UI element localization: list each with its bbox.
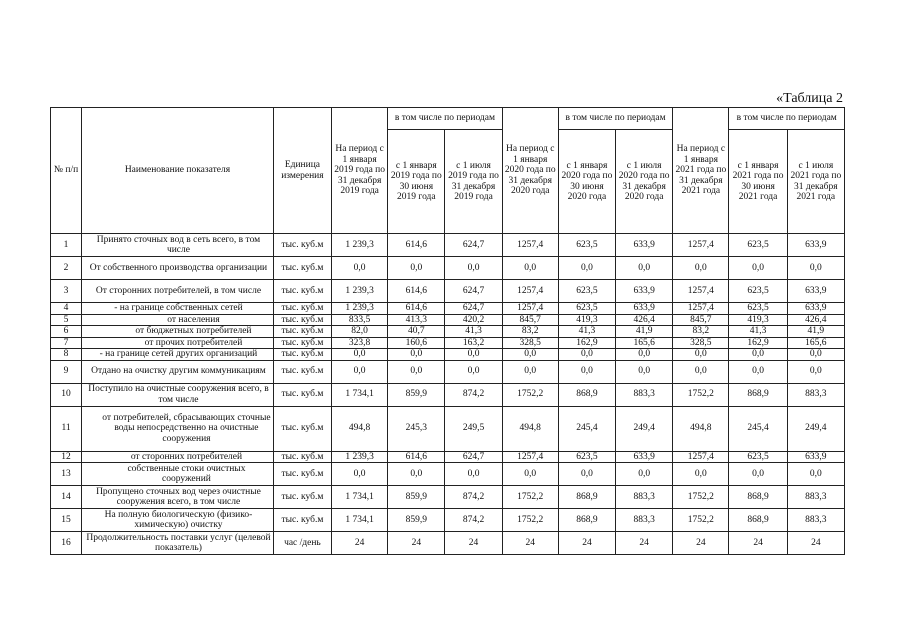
row-value: 24 [787,532,844,555]
header-incl-2020: в том числе по периодам [558,108,672,130]
row-indicator-name: От собственного производства организации [82,257,274,280]
row-value: 0,0 [558,257,615,280]
row-value: 1257,4 [502,451,558,463]
row-value: 0,0 [388,463,445,486]
table-row [51,406,845,451]
row-value: 0,0 [616,349,673,361]
row-value: 868,9 [558,509,615,532]
row-value: 859,9 [388,383,445,406]
row-indicator-name: От сторонних потребителей, в том числе [82,280,274,303]
row-number: 5 [51,314,82,326]
row-value: 0,0 [787,360,844,383]
row-value: 41,9 [616,326,673,338]
row-value: 0,0 [502,360,558,383]
row-number: 13 [51,463,82,486]
table-row [51,337,845,349]
row-value: 1 239,3 [332,303,388,315]
row-unit: тыс. куб.м [273,360,331,383]
row-value: 0,0 [616,360,673,383]
row-value: 883,3 [616,383,673,406]
table-row [51,486,845,509]
row-value: 633,9 [616,451,673,463]
row-number: 16 [51,532,82,555]
row-value: 874,2 [445,383,502,406]
row-value: 0,0 [729,257,787,280]
row-value: 165,6 [616,337,673,349]
row-value: 1 734,1 [332,383,388,406]
row-value: 1257,4 [673,303,729,315]
row-value: 633,9 [616,280,673,303]
row-value: 1 734,1 [332,509,388,532]
row-number: 10 [51,383,82,406]
row-unit: тыс. куб.м [273,326,331,338]
row-value: 0,0 [787,349,844,361]
row-value: 868,9 [558,486,615,509]
row-value: 623,5 [558,280,615,303]
header-h2-2020: с 1 июля 2020 года по 31 декабря 2020 года [616,130,673,234]
row-number: 7 [51,337,82,349]
row-value: 614,6 [388,451,445,463]
row-unit: тыс. куб.м [273,257,331,280]
row-unit: тыс. куб.м [273,303,331,315]
row-value: 1257,4 [673,234,729,257]
row-value: 0,0 [502,463,558,486]
row-number: 4 [51,303,82,315]
row-value: 328,5 [502,337,558,349]
table-row [51,532,845,555]
row-value: 0,0 [787,257,844,280]
row-value: 41,3 [445,326,502,338]
row-value: 1752,2 [502,486,558,509]
header-period-2019: На период с 1 января 2019 года по 31 декабря 2019 года [332,108,388,234]
row-value: 874,2 [445,486,502,509]
row-value: 868,9 [729,509,787,532]
row-number: 11 [51,406,82,451]
row-unit: тыс. куб.м [273,383,331,406]
row-value: 1257,4 [673,451,729,463]
header-incl-2019: в том числе по периодам [388,108,502,130]
row-value: 24 [673,532,729,555]
table-caption: «Таблица 2 [776,91,843,106]
header-name: Наименование показателя [82,108,274,234]
row-unit: тыс. куб.м [273,406,331,451]
row-value: 24 [332,532,388,555]
table-row [51,257,845,280]
row-value: 614,6 [388,280,445,303]
row-value: 633,9 [616,234,673,257]
row-value: 328,5 [673,337,729,349]
table-row [51,234,845,257]
row-value: 845,7 [502,314,558,326]
row-value: 624,7 [445,303,502,315]
row-value: 165,6 [787,337,844,349]
row-value: 0,0 [673,360,729,383]
row-value: 0,0 [388,257,445,280]
row-number: 15 [51,509,82,532]
row-value: 614,6 [388,234,445,257]
row-indicator-name: Пропущено сточных вод через очистные сооружения всего, в том числе [82,486,274,509]
row-value: 0,0 [729,349,787,361]
row-value: 249,4 [787,406,844,451]
header-num: № п/п [51,108,82,234]
row-value: 883,3 [616,486,673,509]
header-unit: Единица измерения [273,108,331,234]
header-h1-2019: с 1 января 2019 года по 30 июня 2019 года [388,130,445,234]
row-value: 0,0 [558,463,615,486]
row-number: 9 [51,360,82,383]
row-unit: час /день [273,532,331,555]
row-value: 0,0 [616,463,673,486]
row-value: 494,8 [502,406,558,451]
row-value: 24 [558,532,615,555]
row-value: 82,0 [332,326,388,338]
row-value: 624,7 [445,451,502,463]
row-value: 0,0 [445,349,502,361]
row-value: 426,4 [616,314,673,326]
row-value: 1257,4 [502,303,558,315]
row-unit: тыс. куб.м [273,486,331,509]
row-value: 41,3 [558,326,615,338]
row-value: 0,0 [332,257,388,280]
row-value: 0,0 [332,360,388,383]
row-value: 1752,2 [673,383,729,406]
table-row [51,349,845,361]
row-value: 323,8 [332,337,388,349]
row-value: 633,9 [787,303,844,315]
row-unit: тыс. куб.м [273,451,331,463]
row-indicator-name: от населения [82,314,274,326]
row-value: 633,9 [787,280,844,303]
row-value: 160,6 [388,337,445,349]
row-indicator-name: собственные стоки очистных сооружений [82,463,274,486]
row-value: 24 [502,532,558,555]
row-value: 623,5 [729,303,787,315]
row-value: 1257,4 [502,280,558,303]
row-value: 0,0 [616,257,673,280]
row-unit: тыс. куб.м [273,509,331,532]
row-value: 623,5 [729,280,787,303]
row-number: 12 [51,451,82,463]
table-row [51,280,845,303]
row-indicator-name: от сторонних потребителей [82,451,274,463]
row-value: 0,0 [673,349,729,361]
row-unit: тыс. куб.м [273,463,331,486]
row-value: 883,3 [787,383,844,406]
row-unit: тыс. куб.м [273,280,331,303]
table-row [51,383,845,406]
row-value: 859,9 [388,509,445,532]
row-value: 0,0 [558,349,615,361]
row-value: 0,0 [445,257,502,280]
row-value: 41,9 [787,326,844,338]
row-value: 0,0 [332,463,388,486]
row-value: 883,3 [787,509,844,532]
row-value: 494,8 [332,406,388,451]
row-value: 1 239,3 [332,451,388,463]
row-value: 83,2 [502,326,558,338]
table-row [51,451,845,463]
row-indicator-name: Продолжительность поставки услуг (целевой показатель) [82,532,274,555]
header-period-2020: На период с 1 января 2020 года по 31 декабря 2020 года [502,108,558,234]
row-value: 245,4 [558,406,615,451]
row-value: 623,5 [729,234,787,257]
row-indicator-name: Отдано на очистку другим коммуникациям [82,360,274,383]
row-indicator-name: от потребителей, сбрасывающих сточные воды непосредственно на очистные сооружения [82,406,274,451]
row-value: 1752,2 [673,509,729,532]
row-number: 1 [51,234,82,257]
row-number: 3 [51,280,82,303]
row-value: 0,0 [729,360,787,383]
row-value: 0,0 [787,463,844,486]
table-row [51,509,845,532]
table-row [51,303,845,315]
row-value: 163,2 [445,337,502,349]
row-indicator-name: от прочих потребителей [82,337,274,349]
row-value: 633,9 [616,303,673,315]
row-value: 0,0 [502,349,558,361]
row-value: 883,3 [787,486,844,509]
row-number: 2 [51,257,82,280]
row-value: 623,5 [558,303,615,315]
row-value: 24 [445,532,502,555]
header-period-2021: На период с 1 января 2021 года по 31 декабря 2021 года [673,108,729,234]
row-value: 868,9 [558,383,615,406]
row-unit: тыс. куб.м [273,337,331,349]
row-value: 494,8 [673,406,729,451]
row-indicator-name: от бюджетных потребителей [82,326,274,338]
row-value: 624,7 [445,234,502,257]
row-value: 868,9 [729,486,787,509]
row-value: 0,0 [673,463,729,486]
header-incl-2021: в том числе по периодам [729,108,845,130]
row-value: 1752,2 [673,486,729,509]
row-value: 0,0 [673,257,729,280]
row-value: 162,9 [729,337,787,349]
table-row [51,463,845,486]
row-value: 1 239,3 [332,234,388,257]
row-value: 833,5 [332,314,388,326]
row-indicator-name: - на границе сетей других организаций [82,349,274,361]
row-unit: тыс. куб.м [273,314,331,326]
header-h1-2020: с 1 января 2020 года по 30 июня 2020 года [558,130,615,234]
row-value: 868,9 [729,383,787,406]
row-value: 845,7 [673,314,729,326]
row-value: 40,7 [388,326,445,338]
row-indicator-name: На полную биологическую (физико-химическую) очистку [82,509,274,532]
row-number: 6 [51,326,82,338]
row-number: 8 [51,349,82,361]
row-value: 24 [616,532,673,555]
row-value: 0,0 [445,463,502,486]
row-value: 614,6 [388,303,445,315]
header-h1-2021: с 1 января 2021 года по 30 июня 2021 года [729,130,787,234]
row-value: 24 [388,532,445,555]
row-value: 426,4 [787,314,844,326]
row-value: 419,3 [558,314,615,326]
row-unit: тыс. куб.м [273,349,331,361]
row-indicator-name: Поступило на очистные сооружения всего, в том числе [82,383,274,406]
row-value: 0,0 [502,257,558,280]
row-value: 1 239,3 [332,280,388,303]
table-row [51,314,845,326]
indicators-table [50,107,845,555]
table-row [51,326,845,338]
row-value: 633,9 [787,234,844,257]
row-value: 0,0 [332,349,388,361]
row-value: 623,5 [558,451,615,463]
row-value: 874,2 [445,509,502,532]
row-number: 14 [51,486,82,509]
header-h2-2021: с 1 июля 2021 года по 31 декабря 2021 года [787,130,844,234]
header-h2-2019: с 1 июля 2019 года по 31 декабря 2019 года [445,130,502,234]
row-value: 0,0 [445,360,502,383]
row-value: 624,7 [445,280,502,303]
row-value: 623,5 [558,234,615,257]
row-value: 0,0 [388,349,445,361]
row-value: 249,5 [445,406,502,451]
row-value: 419,3 [729,314,787,326]
table-row [51,360,845,383]
row-value: 1752,2 [502,509,558,532]
row-value: 83,2 [673,326,729,338]
row-value: 24 [729,532,787,555]
row-value: 0,0 [729,463,787,486]
row-value: 859,9 [388,486,445,509]
row-value: 1257,4 [502,234,558,257]
row-value: 883,3 [616,509,673,532]
row-value: 41,3 [729,326,787,338]
row-value: 1752,2 [502,383,558,406]
row-value: 1257,4 [673,280,729,303]
row-value: 623,5 [729,451,787,463]
row-unit: тыс. куб.м [273,234,331,257]
row-indicator-name: Принято сточных вод в сеть всего, в том числе [82,234,274,257]
row-value: 420,2 [445,314,502,326]
row-value: 162,9 [558,337,615,349]
row-value: 245,4 [729,406,787,451]
row-value: 249,4 [616,406,673,451]
row-value: 413,3 [388,314,445,326]
row-value: 245,3 [388,406,445,451]
row-value: 1 734,1 [332,486,388,509]
row-value: 633,9 [787,451,844,463]
row-value: 0,0 [388,360,445,383]
row-indicator-name: - на границе собственных сетей [82,303,274,315]
row-value: 0,0 [558,360,615,383]
